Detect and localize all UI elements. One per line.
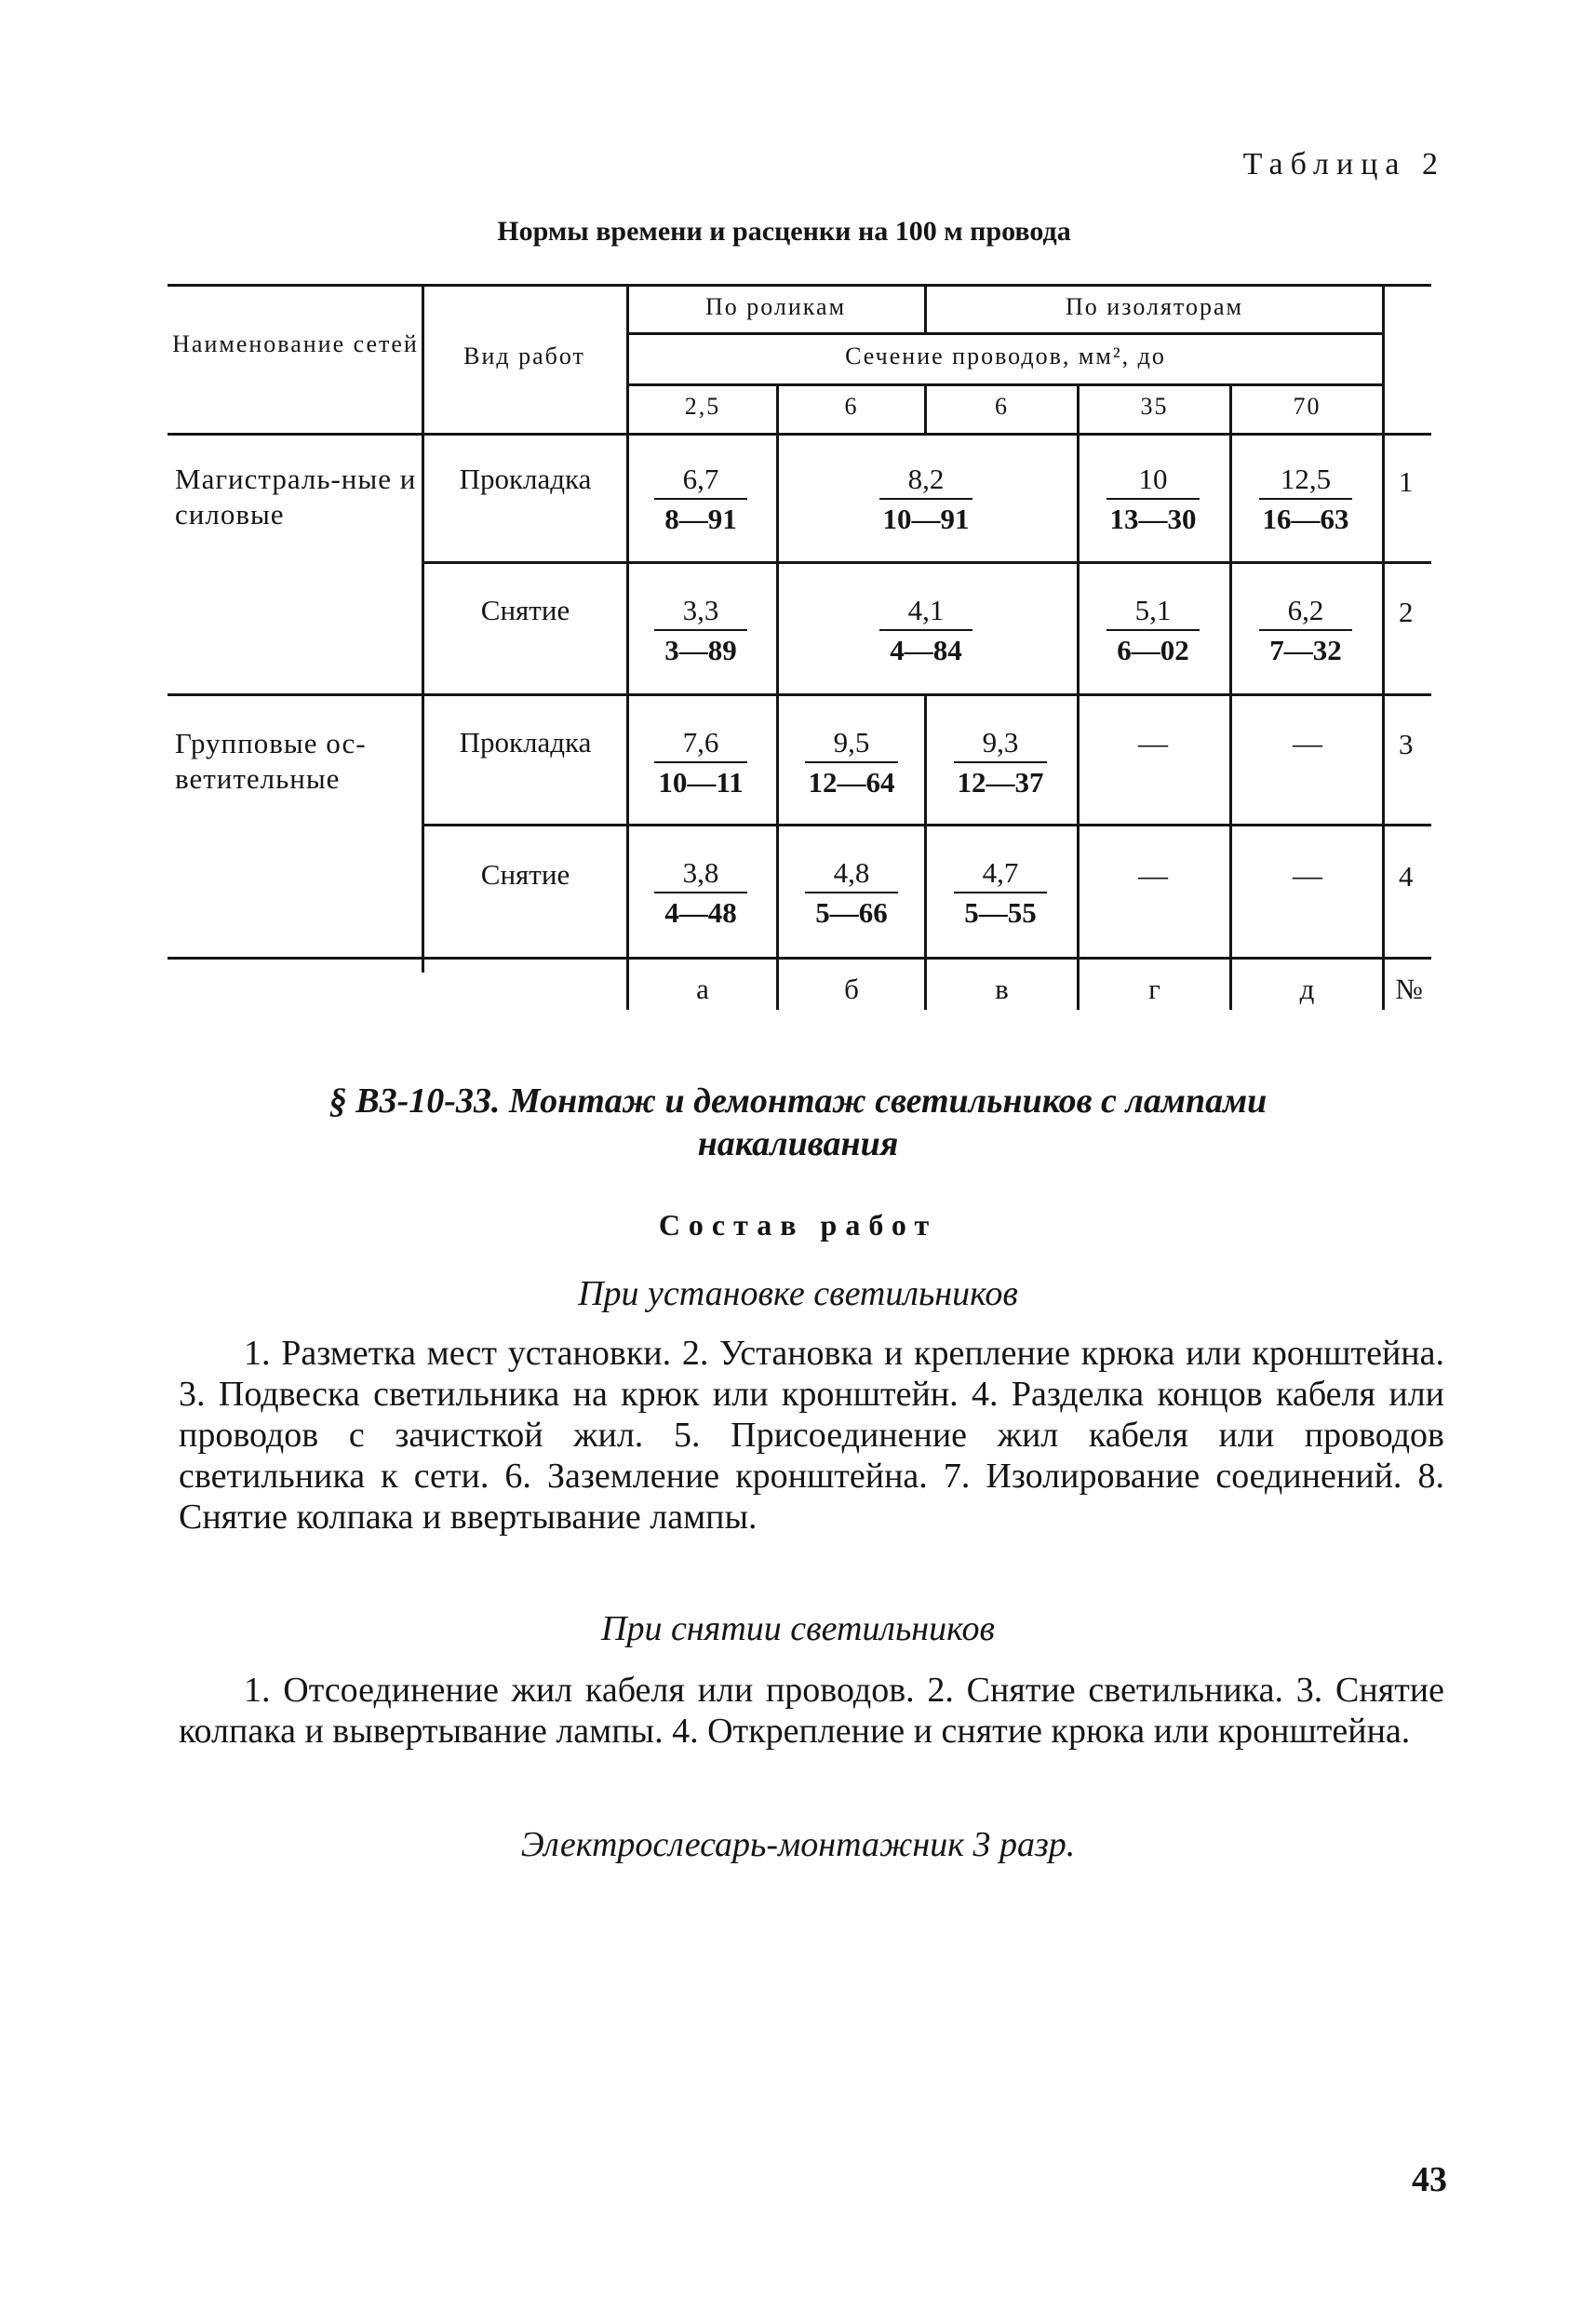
table-top-rule <box>168 284 1431 287</box>
row3-a-value: 7,6 10—11 <box>631 724 771 802</box>
col-sep-a <box>776 433 779 1010</box>
row1-work: Прокладка <box>459 463 592 495</box>
col-sep-v <box>1077 433 1080 1010</box>
header-bottom-rule <box>168 433 1431 436</box>
footer-col-number: № <box>1395 973 1423 1005</box>
row4-b-value: 4,8 5—66 <box>782 854 921 933</box>
header-rollers: По роликам <box>704 293 847 320</box>
row-rule-1 <box>423 561 1431 564</box>
col-sep-g <box>1229 433 1232 1010</box>
group-name-main: Магистраль-ные и силовые <box>175 463 417 530</box>
footer-col-d: д <box>1299 973 1315 1005</box>
header-network-name: Наименование сетей <box>172 330 419 357</box>
row1-a-value: 6,7 8—91 <box>631 461 771 539</box>
row2-bv-value: 4,1 4—84 <box>856 592 996 670</box>
row3-b-value: 9,5 12—64 <box>782 724 921 802</box>
removal-text: 1. Отсоединение жил кабеля или проводов. 2. Снятие светильника. 3. Снятие колпака и вывертывание лампы. 4. Открепление и снятие крюка или кронштейна. <box>179 1671 1444 1751</box>
group-name-lighting: Групповые ос-ветительные <box>175 727 367 795</box>
row2-number: 2 <box>1399 596 1414 628</box>
row1-bv-value: 8,2 10—91 <box>856 461 996 539</box>
row3-work: Прокладка <box>459 726 592 759</box>
row3-number: 3 <box>1399 728 1414 760</box>
row2-d-value: 6,2 7—32 <box>1236 592 1375 670</box>
section-title: § В3-10-33. Монтаж и демонтаж светильников с лампами накаливания <box>329 1081 1267 1163</box>
header-section: Сечение проводов, мм², до <box>845 342 1166 369</box>
page-number: 43 <box>1412 2160 1447 2199</box>
row4-work: Снятие <box>480 858 570 891</box>
row3-d-value: — <box>1293 726 1322 759</box>
removal-heading: При снятии светильников <box>601 1609 995 1648</box>
install-text: 1. Разметка мест установки. 2. Установка и крепление крюка или кронштейна. 3. Подвеска светильника на крюк или кронштейн. 4. Разделка концов кабеля или проводов с зачисткой жил. 5. Присоединение жил кабеля или проводов светильника к сети. 6. Заземление кронштейна. 7. Изолирование соединений. 8. Снятие колпака и ввертывание лампы. <box>179 1334 1444 1537</box>
table-title: Нормы времени и расценки на 100 м провода <box>497 216 1071 247</box>
footer-col-a: а <box>696 973 709 1005</box>
row1-d-value: 12,5 16—63 <box>1236 461 1375 539</box>
row3-v-value: 9,3 12—37 <box>931 724 1070 802</box>
table-label: Таблица 2 <box>1242 147 1445 181</box>
header-work-type: Вид работ <box>463 342 585 369</box>
header-rule-1 <box>628 332 1384 335</box>
row4-d-value: — <box>1293 858 1322 892</box>
install-heading: При установке светильников <box>578 1274 1018 1313</box>
row4-v-value: 4,7 5—55 <box>931 854 1070 933</box>
footer-col-v: в <box>995 973 1009 1005</box>
worker-line: Электрослесарь-монтажник 3 разр. <box>520 1825 1076 1864</box>
row4-a-value: 3,8 4—48 <box>631 854 771 933</box>
col-sep-last-head <box>1382 284 1385 433</box>
header-section-b: 6 <box>844 393 859 420</box>
row4-number: 4 <box>1399 860 1414 893</box>
row2-a-value: 3,3 3—89 <box>631 592 771 670</box>
row3-g-value: — <box>1138 726 1168 759</box>
footer-col-g: г <box>1148 973 1160 1005</box>
header-section-g: 35 <box>1140 393 1169 420</box>
header-section-v: 6 <box>995 393 1009 420</box>
header-insulators: По изоляторам <box>1066 293 1243 320</box>
footer-col-b: б <box>844 973 859 1005</box>
table-bottom-rule <box>168 957 1431 960</box>
row4-g-value: — <box>1138 858 1168 892</box>
row1-number: 1 <box>1399 465 1414 498</box>
header-section-a: 2,5 <box>684 393 721 420</box>
col-sep-b <box>924 693 927 1010</box>
row-rule-3 <box>423 824 1431 826</box>
col-sep-d <box>1382 433 1385 1010</box>
row2-g-value: 5,1 6—02 <box>1083 592 1223 670</box>
row2-work: Снятие <box>480 594 570 626</box>
header-rule-2 <box>628 383 1384 386</box>
header-section-d: 70 <box>1293 393 1321 420</box>
row1-g-value: 10 13—30 <box>1083 461 1223 539</box>
composition-heading: Состав работ <box>658 1208 938 1242</box>
row-rule-2 <box>168 693 1431 696</box>
